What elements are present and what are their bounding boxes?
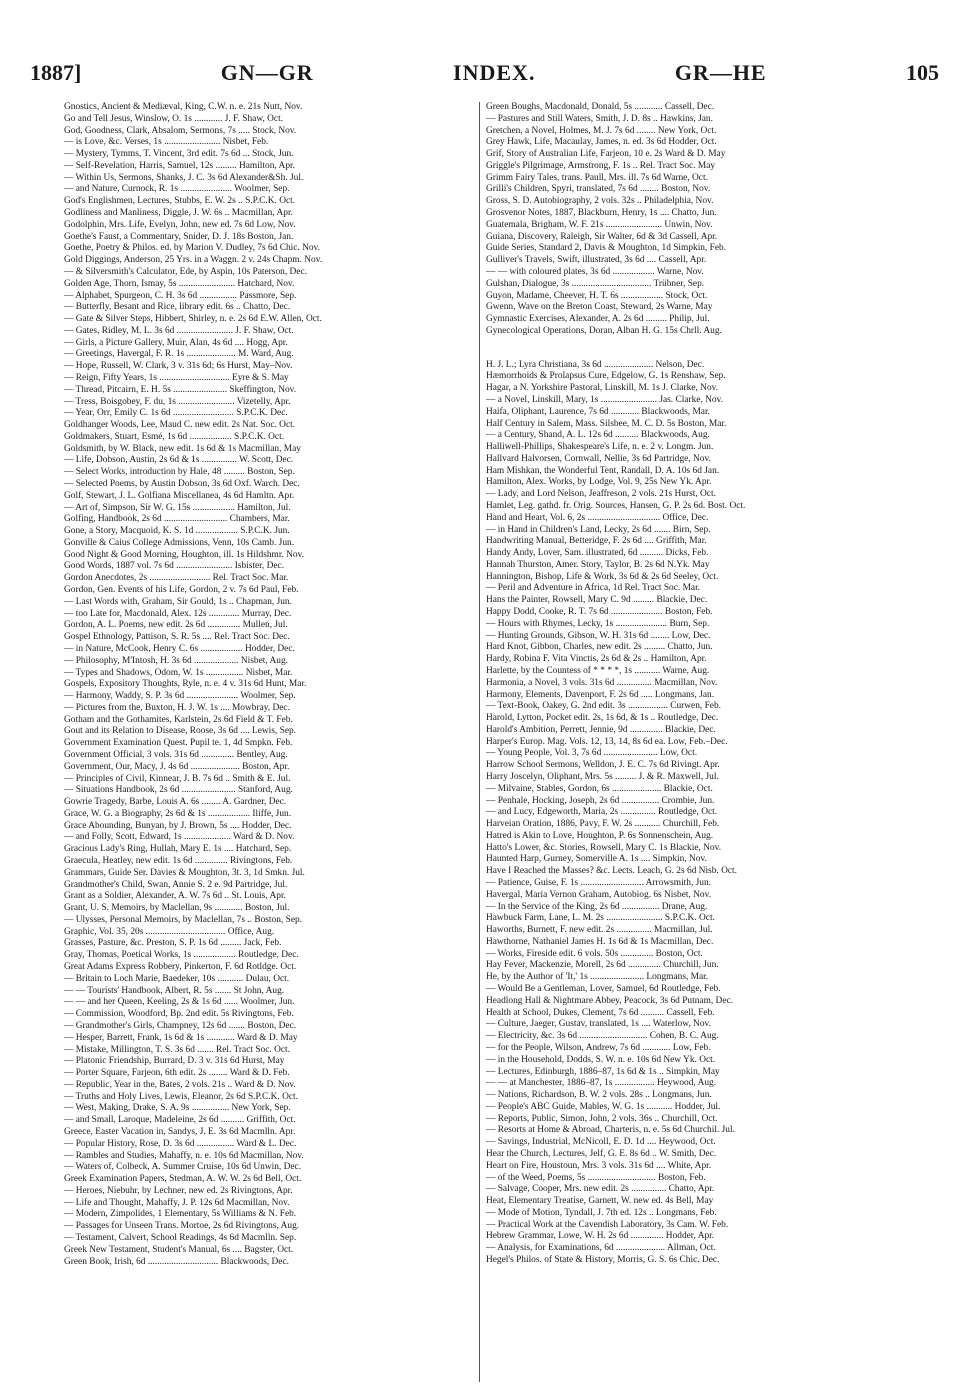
index-entry: Greek Examination Papers, Stedman, A. W. W. 2s 6d Bell, Oct. [64, 1174, 302, 1185]
index-entry: — a Novel, Linskill, Mary, 1s ........................ Jas. Clarke, Nov. [486, 394, 724, 405]
index-entry: — Milvaine, Stables, Gordon, 6s ..................... Blackie, Oct. [486, 783, 713, 794]
index-entry: Goethe's Faust, a Commentary, Snider, D. J. 18s Boston, Jan. [64, 231, 294, 242]
index-entry: Good Night & Good Morning, Houghton, ill. 1s Hildshmr. Nov. [64, 549, 305, 560]
index-entry: — Heroes, Niebuhr, by Lechner, new ed. 2s Rivingtons, Apr. [64, 1185, 293, 1196]
index-entry: — Lectures, Edinburgh, 1886–87, 1s 6d & 1s .. Simpkin, May [486, 1066, 720, 1077]
index-entry: — People's ABC Guide, Mables, W. G. 1s ........... Hodder, Jul. [486, 1101, 721, 1112]
index-entry: Hebrew Grammar, Lowe, W. H. 2s 6d .............. Hodder, Apr. [486, 1231, 715, 1242]
index-entry: — Within Us, Sermons, Shanks, J. C. 3s 6d Alexander&Sh. Jul. [64, 172, 304, 183]
index-entry: Good Words, 1887 vol. 7s 6d ........................ Isbister, Dec. [64, 561, 285, 572]
index-entry: Goldhanger Woods, Lee, Maud C. new edit. 2s Nat. Soc. Oct. [64, 420, 296, 431]
left-column [64, 102, 491, 1382]
index-entry: Guyon, Madame, Cheever, H. T. 6s .................. Stock, Oct. [486, 290, 708, 301]
index-entry: — West, Making, Drake, S. A. 9s ................ New York, Sep. [64, 1103, 291, 1114]
right-column-h-section [486, 360, 913, 1267]
page-number: 105 [905, 60, 939, 85]
index-entry: Harlette, by the Countess of * * * *, 1s ........... Warne, Aug. [486, 665, 710, 676]
index-entry: — Analysis, for Examinations, 6d ..................... Allman, Oct. [486, 1243, 716, 1254]
index-entry: Guiana, Discovery, Raleigh, Sir Walter, 6d & 3d Cassell, Apr. [486, 231, 718, 242]
index-entry: Graecula, Heatley, new edit. 1s 6d .............. Rivingtons, Feb. [64, 856, 293, 866]
index-entry: Grosvenor Notes, 1887, Blackburn, Henry, 1s .... Chatto, Jun. [486, 208, 717, 219]
index-entry: Gonville & Caius College Admissions, Venn, 10s Camb. Jun. [64, 537, 295, 548]
index-entry: Government Examination Quest. Pupil te. 1, 4d Smpkn. Feb. [64, 738, 293, 749]
index-entry: — Modern, Zimpolides, 1 Elementary, 5s Williams & N. Feb. [64, 1209, 297, 1220]
index-entry: — Rambles and Studies, Mahaffy, n. e. 10s 6d Macmillan, Nov. [64, 1150, 304, 1161]
index-entry: He, by the Author of 'It,' 1s ....................... Longmans, Mar. [486, 972, 709, 983]
index-entry: — Life and Thought, Mahaffy, J. P. 12s 6d Macmillan, Nov. [64, 1197, 290, 1208]
index-entry: Government, Our, Macy, J. 4s 6d ..................... Boston, Apr. [64, 761, 290, 772]
index-entry: — and Small, Laroque, Madeleine, 2s 6d .......... Griffith, Oct. [64, 1115, 296, 1126]
index-entry: Gray, Thomas, Poetical Works, 1s .................. Routledge, Dec. [64, 950, 299, 961]
index-entry: Go and Tell Jesus, Winslow, O. 1s ............ J. F. Shaw, Oct. [64, 113, 284, 124]
index-entry: — and Nature, Curnock, R. 1s ...................... Woolmer, Sep. [64, 184, 290, 195]
index-entry: — Gate & Silver Steps, Hibbert, Shirley, n. e. 2s 6d E.W. Allen, Oct. [64, 314, 322, 325]
index-entry: — Salvage, Cooper, Mrs. new edit. 2s ............... Chatto, Apr. [486, 1184, 715, 1195]
index-entry: Golf, Stewart, J. L. Golfiana Miscellanea, 4s 6d Hamltn. Apr. [64, 490, 295, 501]
index-entry: Gone, a Story, Macquoid, K. S. 1d .................. S.P.C.K. Jun. [64, 526, 290, 537]
index-entry: Heart on Fire, Houstoun, Mrs. 3 vols. 31s 6d .... White, Apr. [486, 1160, 712, 1171]
index-entry: — In the Service of the King, 2s 6d ................ Drane, Aug. [486, 901, 708, 912]
index-entry: Gynecological Operations, Doran, Alban H. G. 15s Chrll. Aug. [486, 325, 722, 336]
index-entry: — — with coloured plates, 3s 6d .................. Warne, Nov. [486, 266, 704, 277]
index-entry: — Selected Poems, by Austin Dobson, 3s 6d Oxf. Warch. Dec. [64, 479, 300, 489]
index-entry: — Patience, Guise, F. 1s ........................... Arrowsmith, Jun. [486, 878, 712, 888]
index-entry: — Alphabet, Spurgeon, C. H. 3s 6d ................ Passmore, Sep. [64, 290, 297, 301]
index-entry: Hegel's Philos. of State & History, Morris, G. S. 6s Chic. Dec. [486, 1255, 720, 1265]
index-entry: H. J. L.; Lyra Christiana, 3s 6d ..................... Nelson, Dec. [486, 359, 705, 370]
index-entry: Grasses, Pasture, &c. Preston, S. P. 1s 6d ......... Jack, Feb. [64, 938, 282, 949]
index-entry: — Principles of Civil, Kinnear, J. B. 7s 6d .. Smith & E. Jul. [64, 773, 291, 784]
index-entry: Harry Joscelyn, Oliphant, Mrs. 5s ......... J. & R. Maxwell, Jul. [486, 771, 719, 782]
index-entry: Have I Reached the Masses? &c. Lects. Leach, G. 2s 6d Nisb. Oct. [486, 866, 737, 877]
index-entry: — in Hand in Children's Land, Lecky, 2s 6d ....... Birn, Sep. [486, 524, 711, 535]
index-entry: Grif, Story of Australian Life, Farjeon, 10 e. 2s Ward & D. May [486, 149, 726, 160]
index-entry: Grant, U. S. Memoirs, by Maclellan, 9s ............ Boston, Jul. [64, 903, 290, 914]
index-entry: — Girls, a Picture Gallery, Muir, Alan, 4s 6d .... Hogg, Apr. [64, 337, 288, 348]
index-entry: Grace, W. G. a Biography, 2s 6d & 1s .................. Iliffe, Jun. [64, 808, 292, 819]
index-entry: — — Tourists' Handbook, Albert, R. 5s ....... St John, Aug. [64, 985, 285, 996]
index-entry: Gross, S. D. Autobiography, 2 vols. 32s .. Philadelphia, Nov. [486, 196, 714, 207]
index-entry: Gospels, Expository Thoughts, Ryle, n. e. 4 v. 31s 6d Hunt, Mar. [64, 679, 307, 690]
index-entry: — & Silversmith's Calculator, Ede, by Aspin, 10s Paterson, Dec. [64, 266, 307, 277]
index-entry: — Philosophy, M'Intosh, H. 3s 6d ................... Nisbet, Aug. [64, 655, 289, 666]
index-entry: — Testament, Calvert, School Readings, 4s 6d Macmlln. Sep. [64, 1233, 297, 1243]
index-entry: Gnostics, Ancient & Mediæval, King, C.W. n. e. 21s Nutt, Nov. [64, 102, 303, 112]
index-entry: Happy Dodd, Cooke, R. T. 7s 6d ...................... Boston, Feb. [486, 607, 713, 618]
index-entry: Gordon, A. L. Poems, new edit. 2s 6d .............. Mullen, Jul. [64, 620, 288, 631]
index-entry: — Harmony, Waddy, S. P. 3s 6d ...................... Woolmer, Sep. [64, 691, 296, 702]
index-entry: — Porter Square, Farjeon, 6th edit. 2s ........ Ward & D. Feb. [64, 1068, 290, 1079]
index-entry: Green Book, Irish, 6d .............................. Blackwoods, Dec. [64, 1256, 289, 1267]
index-entry: Headlong Hall & Nightmare Abbey, Peacock, 3s 6d Putnam, Dec. [486, 995, 733, 1006]
index-entry: — Passages for Unseen Trans. Mortoe, 2s 6d Rivingtons, Aug. [64, 1221, 300, 1232]
index-entry: — Peril and Adventure in Africa, 1d Rel. Tract Soc. Mar. [486, 583, 701, 594]
index-entry: Grandmother's Child, Swan, Annie S. 2 e. 9d Partridge, Jul. [64, 879, 288, 890]
index-entry: Hæmorrhoids & Prolapsus Cure, Edgelow, G. 1s Renshaw, Sep. [486, 371, 726, 382]
index-entry: Godolphin, Mrs. Life, Evelyn, John, new ed. 7s 6d Low, Nov. [64, 219, 296, 230]
index-entry: Hans the Painter, Rowsell, Mary C. 9d ......... Blackie, Dec. [486, 595, 708, 606]
index-entry: Guatemala, Brigham, W. F. 21s ........................ Unwin, Nov. [486, 219, 713, 230]
index-entry: — Truths and Holy Lives, Lewis, Eleanor, 2s 6d S.P.C.K. Oct. [64, 1091, 298, 1102]
index-entry: Grey Hawk, Life, Macaulay, James, n. ed. 3s 6d Hodder, Oct. [486, 137, 717, 148]
index-entry: — — and her Queen, Keeling, 2s & 1s 6d ...... Woolmer, Jun. [64, 997, 295, 1008]
range-left: GN—GR [220, 60, 314, 85]
index-entry: Gowrie Tragedy, Barbe, Louis A. 6s ........ A. Gardner, Dec. [64, 797, 287, 808]
index-entry: Gracious Lady's Ring, Hullah, Mary E. 1s .... Hatchard, Sep. [64, 844, 292, 855]
index-entry: — Reign, Fifty Years, 1s .............................. Eyre & S. May [64, 372, 289, 383]
index-entry: — Thread, Pitcairn, E. H. 5s ....................... Skeffington, Nov. [64, 384, 297, 395]
index-entry: Harveian Oration, 1886, Pavy, F. W. 2s ........... Churchill, Feb. [486, 819, 720, 830]
index-entry: Gordon Anecdotes, 2s .......................... Rel. Tract Soc. Mar. [64, 573, 289, 584]
index-entry: — Last Words with, Graham, Sir Gould, 1s .. Chapman, Jun. [64, 596, 292, 607]
index-entry: — in Nature, McCook, Henry C. 6s .................. Hodder, Dec. [64, 643, 295, 654]
index-entry: — Britain to Loch Marie, Baedeker, 10s ........... Dulau, Oct. [64, 973, 290, 984]
page-header [30, 60, 939, 90]
index-entry: Gulliver's Travels, Swift, illustrated, 3s 6d .... Cassell, Apr. [486, 255, 707, 266]
index-entry: Grace Abounding, Bunyan, by J. Brown, 5s .... Hodder, Dec. [64, 820, 292, 831]
index-entry: Gymnastic Exercises, Alexander, A. 2s 6d ......... Philip, Jul. [486, 314, 710, 325]
index-entry: Hand and Heart, Vol. 6, 2s ............................... Office, Dec. [486, 512, 709, 523]
index-entry: — Mystery, Tymms, T. Vincent, 3rd edit. 7s 6d ... Stock, Jun. [64, 149, 294, 160]
index-entry: Graphic, Vol. 35, 20s .................................. Office, Aug. [64, 926, 275, 937]
index-entry: — Popular History, Rose, D. 3s 6d ................ Ward & L. Dec. [64, 1138, 297, 1149]
index-entry: — too Late for, Macdonald, Alex. 12s ............. Murray, Dec. [64, 608, 292, 619]
index-entry: — Would Be a Gentleman, Lover, Samuel, 6d Routledge, Feb. [486, 984, 721, 995]
index-entry: Grammars, Guide Ser. Davies & Moughton, 3t. 3, 1d Smkn. Jul. [64, 867, 305, 878]
index-entry: — Grandmother's Girls, Champney, 12s 6d ....... Boston, Dec. [64, 1020, 297, 1031]
section-gap [486, 338, 913, 360]
index-entry: Golden Age, Thorn, Ismay, 5s ........................ Hatchard, Nov. [64, 278, 295, 289]
index-entry: — and Folly, Scott, Edward, 1s .................... Ward & D. Nov. [64, 832, 295, 843]
index-entry: — Commission, Woodford, Bp. 2nd edit. 5s Rivingtons, Feb. [64, 1009, 294, 1020]
index-entry: — Ulysses, Personal Memoirs, by Maclellan, 7s .. Boston, Sep. [64, 914, 303, 925]
index-entry: — Life, Dobson, Austin, 2s 6d & 1s ............... W. Scott, Dec. [64, 455, 294, 466]
index-entry: Gwenn, Wave on the Breton Coast, Steward, 2s Warne, May [486, 302, 713, 313]
index-entry: Harrow School Sermons, Welldon, J. E. C. 7s 6d Rivingt. Apr. [486, 760, 720, 771]
index-entry: — Tress, Boisgobey, F. du, 1s ........................ Vizetelly, Apr. [64, 396, 291, 407]
index-entry: Gold Diggings, Anderson, 25 Yrs. in a Waggn. 2 v. 24s Chapm. Nov. [64, 255, 323, 266]
right-column-g-section [486, 102, 913, 338]
index-entry: Heat, Elementary Treatise, Garnett, W. new ed. 4s Bell, May [486, 1196, 714, 1207]
index-entry: Gordon, Gen. Events of his Life, Gordon, 2 v. 7s 6d Paul, Feb. [64, 585, 299, 596]
index-entry: — Text-Book, Oakey, G. 2nd edit. 3s ................. Curwen, Feb. [486, 701, 721, 712]
index-entry: — Practical Work at the Cavendish Laboratory, 3s Cam. W. Feb. [486, 1219, 729, 1230]
index-entry: Hamilton, Alex. Works, by Lodge, Vol. 9, 25s New Yk. Apr. [486, 477, 712, 488]
index-entry: — Culture, Jaeger, Gustav, translated, 1s .... Waterlow, Nov. [486, 1019, 711, 1030]
index-entry: Guide Series, Standard 2, Davis & Moughton, 1d Simpkin, Feb. [486, 243, 727, 254]
index-entry: Health at School, Dukes, Clement, 7s 6d .......... Cassell, Feb. [486, 1007, 715, 1018]
index-entry: Hard Knot, Gibbon, Charles, new edit. 2s ......... Chatto, Jun. [486, 642, 713, 653]
index-entry: — and Lucy, Edgeworth, Maria, 2s ............... Routledge, Oct. [486, 807, 718, 818]
index-entry: Gulshan, Dialogue, 3s .................................. Trübner, Sep. [486, 278, 705, 289]
index-entry: Goldmakers, Stuart, Esmé, 1s 6d .................. S.P.C.K. Oct. [64, 431, 285, 442]
index-entry: Greece, Easter Vacation in, Sandys, J. E. 3s 6d Macmlln. Apr. [64, 1126, 296, 1137]
index-entry: Hannah Thurston, Amer. Story, Taylor, B. 2s 6d N.Yk. May [486, 559, 710, 570]
index-entry: Godliness and Manliness, Diggle, J. W. 6s .. Macmillan, Apr. [64, 208, 293, 219]
index-entry: Haifa, Oliphant, Laurence, 7s 6d ............ Blackwoods, Mar. [486, 406, 710, 417]
index-entry: Hatred is Akin to Love, Houghton, P. 6s Sonnenschein, Aug. [486, 830, 714, 841]
index-entry: Hagar, a N. Yorkshire Pastoral, Linskill, M. 1s J. Clarke, Nov. [486, 383, 719, 394]
index-entry: Gotham and the Gothamites, Karlstein, 2s 6d Field & T. Feb. [64, 714, 293, 725]
index-entry: Hallvard Halvorsen, Cornwall, Nellie, 3s 6d Partridge, Nov. [486, 453, 711, 464]
index-entry: Hannington, Bishop, Life & Work, 3s 6d & 2s 6d Seeley, Oct. [486, 571, 719, 582]
index-entry: Gretchen, a Novel, Holmes, M. J. 7s 6d ........ New York, Oct. [486, 125, 717, 136]
index-entry: — Republic, Year in the, Bates, 2 vols. 21s .. Ward & D. Nov. [64, 1079, 296, 1090]
index-entry: — Art of, Simpson, Sir W. G. 15s .................. Hamilton, Jul. [64, 502, 291, 513]
index-entry: Half Century in Salem, Mass. Silsbee, M. C. D. 5s Boston, Mar. [486, 418, 727, 429]
index-entry: — Year, Orr, Emily C. 1s 6d .......................... S.P.C.K. Dec. [64, 408, 288, 419]
index-entry: Hear the Church, Lectures, Jelf, G. E. 8s 6d .. W. Smith, Dec. [486, 1148, 717, 1159]
index-entry: — — at Manchester, 1886–87, 1s ................. Heywood, Aug. [486, 1078, 717, 1089]
index-entry: Government Official, 3 vols. 31s 6d .............. Bentley, Aug. [64, 749, 288, 760]
index-entry: Griggle's Pilgrimage, Armstrong, F. 1s .. Rel. Tract Soc. May [486, 160, 716, 171]
index-entry: Gospel Ethnology, Pattison, S. R. 5s .... Rel. Tract Soc. Dec. [64, 632, 290, 643]
index-entry: Hatto's Lower, &c. Stories, Rowsell, Mary C. 1s Blackie, Nov. [486, 842, 722, 853]
index-entry: Ham Mishkan, the Wonderful Tent, Randall, D. A. 10s 6d Jan. [486, 465, 720, 476]
index-title: INDEX. [453, 60, 536, 85]
index-entry: Green Boughs, Macdonald, Donald, 5s ............ Cassell, Dec. [486, 102, 715, 112]
index-entry: Haunted Harp, Gurney, Somerville A. 1s .... Simpkin, Nov. [486, 854, 707, 865]
index-entry: Goethe, Poetry & Philos. ed. by Marion V. Dudley, 7s 6d Chic. Nov. [64, 243, 320, 254]
column-divider [479, 102, 480, 1382]
index-entry: Grant as a Soldier, Alexander, A. W. 7s 6d .. St. Louis, Apr. [64, 891, 286, 902]
index-entry: — Young People, Vol. 3, 7s 6d ....................... Low, Oct. [486, 748, 698, 759]
index-entry: — Hesper, Barrett, Frank, 1s 6d & 1s ............ Ward & D. May [64, 1032, 298, 1043]
index-entry: — Reports, Public, Simon, John, 2 vols. 36s .. Churchill, Oct. [486, 1113, 718, 1124]
index-entry: — Platonic Friendship, Burrard, D. 3 v. 31s 6d Hurst, May [64, 1056, 285, 1067]
index-entry: Goldsmith, by W. Black, new edit. 1s 6d & 1s Macmillan, May [64, 443, 301, 454]
index-entry: Havergal, Maria Vernon Graham, Autobiog. 6s Nisbet, Nov. [486, 889, 712, 900]
index-entry: — Self-Revelation, Harris, Samuel, 12s ......... Hamilton, Apr. [64, 160, 295, 171]
index-entry: — Savings, Industrial, McNicoll, E. D. 1d .... Heywood, Oct. [486, 1137, 716, 1148]
index-entry: Gout and its Relation to Disease, Roose, 3s 6d .... Lewis, Sep. [64, 726, 297, 737]
index-entry: — Hope, Russell, W. Clark, 3 v. 31s 6d; 6s Hurst, May–Nov. [64, 361, 293, 372]
index-entry: — Mistake, Millington, T. S. 3s 6d ....... Rel. Tract Soc. Oct. [64, 1044, 290, 1055]
index-entry: — in the Household, Dodds, S. W. n. e. 10s 6d New Yk. Oct. [486, 1054, 716, 1065]
index-entry: Harold, Lytton, Pocket edit. 2s, 1s 6d, & 1s .. Routledge, Dec. [486, 713, 719, 724]
index-entry: — Waters of, Colbeck, A. Summer Cruise, 10s 6d Unwin, Dec. [64, 1162, 302, 1173]
index-entry: — Gates, Ridley, M. L. 3s 6d ........................ J. F. Shaw, Oct. [64, 325, 294, 336]
index-entry: Grimm Fairy Tales, trans. Paull, Mrs. ill. 7s 6d Warne, Oct. [486, 172, 708, 183]
index-entry: Grilli's Children, Spyri, translated, 7s 6d ........ Boston, Nov. [486, 184, 711, 195]
index-entry: Hawthorne, Nathaniel James H. 1s 6d & 1s Macmillan, Dec. [486, 936, 714, 947]
index-entry: — Electricity, &c. 3s 6d ............................. Cohen, B. C. Aug. [486, 1031, 719, 1042]
index-entry: Haworths, Burnett, F. new edit. 2s ............... Macmillan, Jul. [486, 925, 713, 936]
index-entry: — is Love, &c. Verses, 1s ........................ Nisbet, Feb. [64, 137, 269, 148]
index-entry: — of the Weed, Poems, 5s ............................. Boston, Feb. [486, 1172, 706, 1183]
index-entry: Hardy, Robina F. Vita Vinctis, 2s 6d & 2s .. Hamilton, Apr. [486, 654, 707, 665]
index-entry: Great Adams Express Robbery, Pinkerton, F. 6d Rotldge. Oct. [64, 962, 297, 973]
index-entry: Hamlet, Leg. gathd. fr. Orig. Sources, Hansen, G. P. 2s 6d. Bost. Oct. [486, 501, 746, 511]
index-entry: Harmonia, a Novel, 3 vols. 31s 6d ............... Macmillan, Nov. [486, 677, 718, 688]
index-entry: — Situations Handbook, 2s 6d ....................... Stanford, Aug. [64, 785, 293, 796]
index-entry: — Nations, Richardson, B. W. 2 vols. 28s .. Longmans, Jun. [486, 1090, 712, 1101]
index-entry: Golfing, Handbook, 2s 6d ........................... Chambers, Mar. [64, 514, 290, 525]
page-year: 1887] [30, 60, 82, 85]
index-entry: — a Century, Shand, A. L. 12s 6d .......... Blackwoods, Aug. [486, 430, 710, 441]
index-entry: Hay Fever, Mackenzie, Morell, 2s 6d .............. Churchill, Jun. [486, 960, 719, 971]
index-entry: — for the People, Wilson, Andrew, 7s 6d ............ Low, Feb. [486, 1042, 711, 1053]
index-entry: Halliwell-Phillips, Shakespeare's Life, n. e. 2 v. Longm. Jun. [486, 442, 714, 453]
index-entry: God's Englishmen, Lectures, Stubbs, E. W. 2s .. S.P.C.K. Oct. [64, 196, 296, 207]
index-entry: God, Goodness, Clark, Absalom, Sermons, 7s ..... Stock, Nov. [64, 125, 297, 136]
index-entry: — Resorts at Home & Abroad, Charteris, n. e. 5s 6d Churchil. Jul. [486, 1125, 735, 1136]
index-entry: — Penhale, Hocking, Joseph, 2s 6d ................ Crombie, Jun. [486, 795, 715, 806]
right-column [486, 102, 913, 1382]
range-right: GR—HE [674, 60, 767, 85]
index-entry: — Select Works, introduction by Hale, 48 ......... Boston, Sep. [64, 467, 295, 478]
index-entry: — Types and Shadows, Odom, W. 1s ................ Nisbet, Mar. [64, 667, 293, 678]
index-entry: Handy Andy, Lover, Sam. illustrated, 6d .......... Dicks, Feb. [486, 548, 709, 559]
index-entry: Harold's Ambition, Perrett, Jennie, 9d .............. Blackie, Dec. [486, 724, 716, 735]
index-entry: — Pictures from the, Buxton, H. J. W. 1s .... Mowbray, Dec. [64, 702, 290, 713]
index-entry: — Lady, and Lord Nelson, Jeaffreson, 2 vols. 21s Hurst, Oct. [486, 489, 716, 500]
index-entry: Handwriting Manual, Betteridge, F. 2s 6d .... Griffith, Mar. [486, 536, 707, 547]
index-entry: — Mode of Motion, Tyndall, J. 7th ed. 12s .. Longmans, Feb. [486, 1207, 717, 1218]
index-entry: Harmony, Elements, Davenport, F. 2s 6d ..... Longmans, Jan. [486, 689, 715, 700]
index-entry: — Greetings, Havergal, F. R. 1s ..................... M. Ward, Aug. [64, 349, 294, 360]
index-entry: Greek New Testament, Student's Manual, 6s .... Bagster, Oct. [64, 1244, 294, 1255]
index-entry: Hawbuck Farm, Lane, L. M. 2s ........................ S.P.C.K. Oct. [486, 913, 715, 924]
index-entry: — Pastures and Still Waters, Smith, J. D. 8s .. Hawkins, Jan. [486, 113, 713, 124]
index-entry: Harper's Europ. Mag. Vols. 12, 13, 14, 8s 6d ea. Low, Feb.–Dec. [486, 736, 728, 747]
index-entry: — Hours with Rhymes, Lecky, 1s ...................... Burn, Sep. [486, 618, 710, 629]
index-entry: — Butterfly, Besant and Rice, library edit. 6s .. Chatto, Dec. [64, 302, 291, 313]
index-entry: — Hunting Grounds, Gibson, W. H. 31s 6d ........ Low, Dec. [486, 630, 711, 641]
index-entry: — Works, Fireside edit. 6 vols. 50s .............. Boston, Oct. [486, 948, 703, 959]
